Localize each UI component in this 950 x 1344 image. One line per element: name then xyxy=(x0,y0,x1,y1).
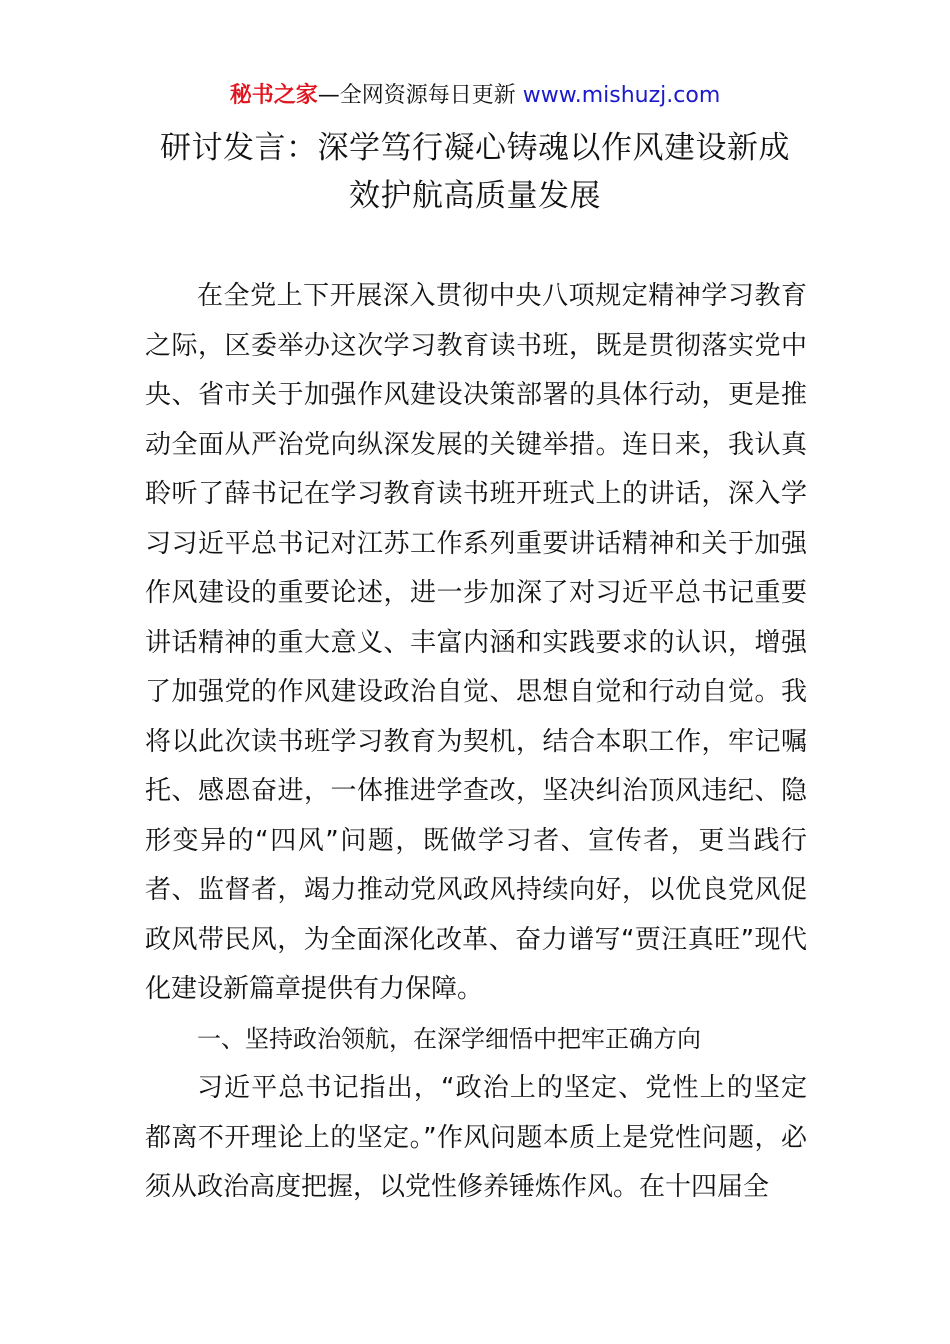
section-paragraph: 习近平总书记指出，“政治上的坚定、党性上的坚定都离不开理论上的坚定。”作风问题本质上是党性问题，必须从政治高度把握，以党性修养锤炼作风。在十四届全 xyxy=(145,1073,807,1202)
section-heading: 一、坚持政治领航，在深学细悟中把牢正确方向 xyxy=(197,1024,701,1053)
intro-paragraph: 在全党上下开展深入贯彻中央八项规定精神学习教育之际，区委举办这次学习教育读书班，既是贯彻落实党中央、省市关于加强作风建设决策部署的具体行动，更是推动全面从严治党向纵深发展的关键举措。连日来，我认真聆听了薛书记在学习教育读书班开班式上的讲话，深入学习习近平总书记对江苏工作系列重要讲话精神和关于加强作风建设的重要论述，进一步加深了对习近平总书记重要讲话精神的重大意义、丰富内涵和实践要求的认识，增强了加强党的作风建设政治自觉、思想自觉和行动自觉。我将以此次读书班学习教育为契机，结合本职工作，牢记嘱托、感恩奋进，一体推进学查改，坚决纠治顶风违纪、隐形变异的“四风”问题，既做学习者、宣传者，更当践行者、监督者，竭力推动党风政风持续向好，以优良党风促政风带民风，为全面深化改革、奋力谱写“贾汪真旺”现代化建设新篇章提供有力保障。 xyxy=(145,281,807,1004)
document-body xyxy=(145,272,807,1213)
brand-name: 秘书之家 xyxy=(229,83,318,108)
site-url-link[interactable]: www.mishuzj.com xyxy=(522,83,721,108)
site-tagline: —全网资源每日更新 xyxy=(317,83,516,108)
site-header xyxy=(0,80,950,112)
document-title: 研讨发言：深学笃行凝心铸魂以作风建设新成效护航高质量发展 xyxy=(160,130,790,214)
